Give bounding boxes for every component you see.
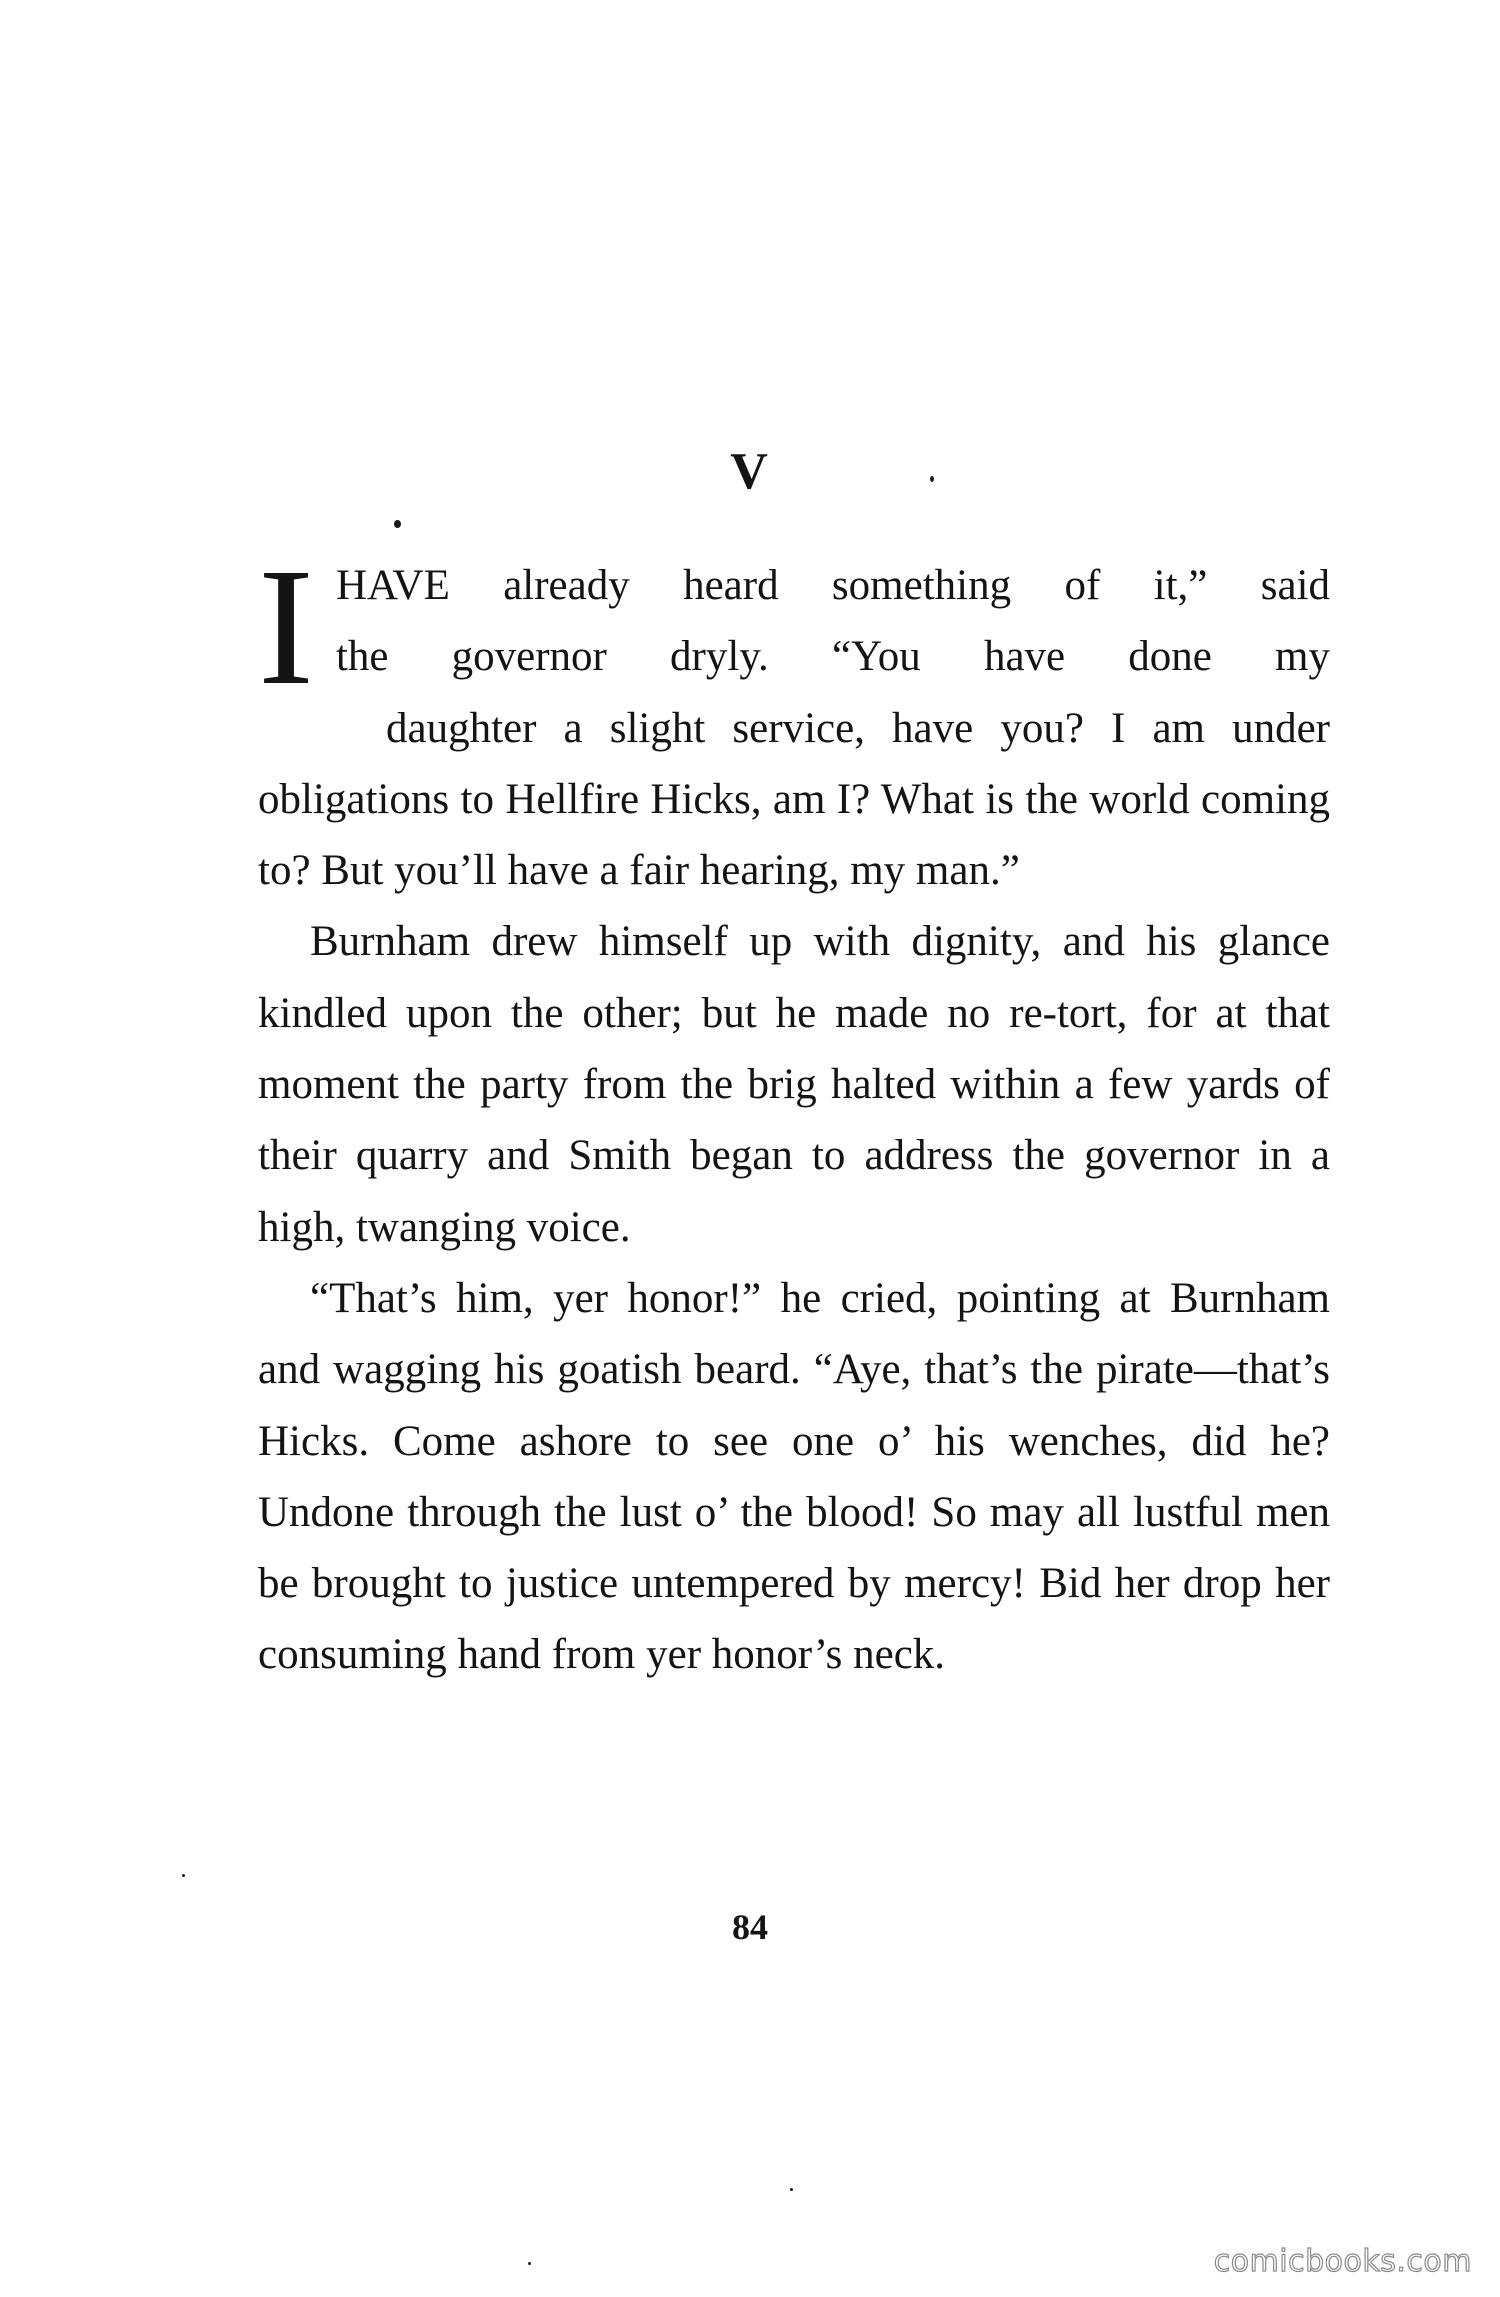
print-speck xyxy=(790,2188,793,2191)
paragraph-1-rest: daughter a slight service, have you? I am under obligations to Hellfire Hicks, am I? What is the world coming to? But you’ll have a fair hearing, my man.” xyxy=(258,704,1330,895)
print-speck xyxy=(528,2262,531,2265)
paragraph-3: “That’s him, yer honor!” he cried, pointing at Burnham and wagging his goatish beard. “Aye, that’s the pirate—that’s Hicks. Come ashore to see one o’ his wenches, did he? Undone through the lust o’ the blood! So may all lustful men be brought to justice untempered by mercy! Bid her drop her consuming hand from yer honor’s neck. xyxy=(258,1274,1330,1679)
paragraph-2: Burnham drew himself up with dignity, and his glance kindled upon the other; but he made no re-tort, for at that moment the party from the brig halted within a few yards of their quarry and Smith began to address the governor in a high, twanging voice. xyxy=(258,918,1330,1251)
paragraph-1-line-1: HAVE already heard something of it,” said xyxy=(335,562,1330,609)
drop-cap: I xyxy=(258,534,314,720)
watermark-logo: comicbooks.com xyxy=(1213,2244,1472,2279)
chapter-heading: V xyxy=(730,443,770,500)
print-speck xyxy=(182,1874,185,1877)
body-text xyxy=(258,534,1330,1691)
print-speck xyxy=(394,520,401,528)
paragraph-1-line-2: the governor dryly. “You have done my xyxy=(335,633,1330,681)
print-speck xyxy=(930,476,934,482)
paragraph-1 xyxy=(258,534,1330,906)
page-number: 84 xyxy=(732,1907,768,1947)
